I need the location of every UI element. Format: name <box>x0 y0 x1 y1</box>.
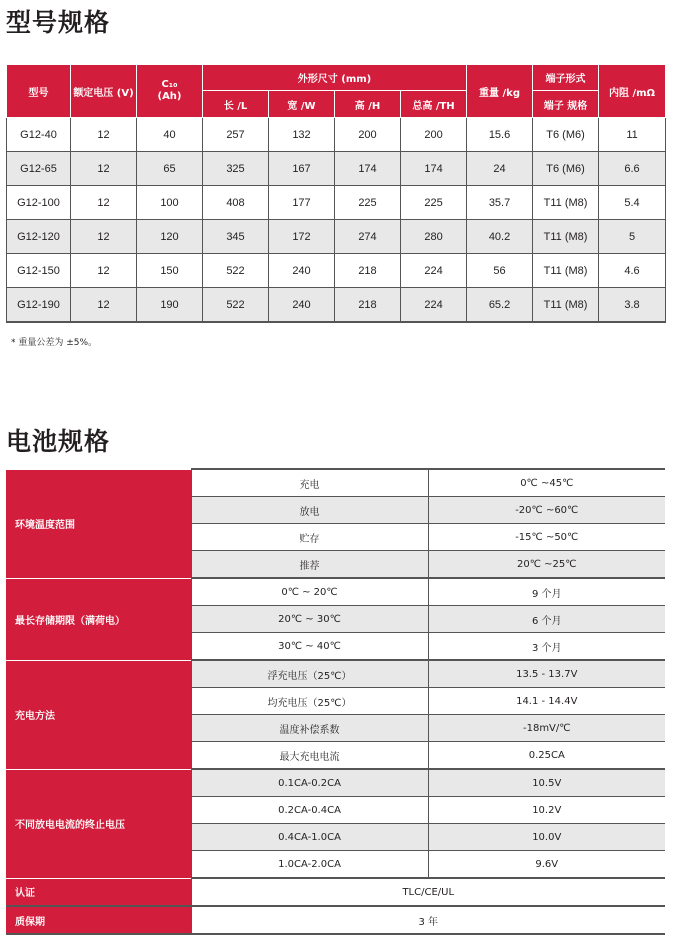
model-spec-title: 型号规格 <box>6 8 111 37</box>
table-row <box>7 288 666 323</box>
spec-row <box>6 469 665 497</box>
spec-condition: 30℃ ~ 40℃ <box>191 633 428 661</box>
cell-resistance: 3.8 <box>599 288 666 323</box>
cell-width: 240 <box>269 288 335 323</box>
spec-value: 13.5 - 13.7V <box>428 660 665 688</box>
header-height: 高 /H <box>335 91 401 118</box>
cell-length: 325 <box>203 152 269 186</box>
header-dimensions: 外形尺寸 (mm) <box>203 65 467 91</box>
spec-value: 9 个月 <box>428 578 665 606</box>
cell-voltage: 12 <box>71 152 137 186</box>
spec-condition: 1.0CA-2.0CA <box>191 851 428 879</box>
cell-model: G12-190 <box>7 288 71 323</box>
cell-height: 225 <box>335 186 401 220</box>
certification-label: 认证 <box>6 878 191 906</box>
cell-resistance: 5 <box>599 220 666 254</box>
spec-value: 9.6V <box>428 851 665 879</box>
cell-terminal: T6 (M6) <box>533 152 599 186</box>
cell-height: 174 <box>335 152 401 186</box>
certification-row <box>6 878 665 906</box>
cell-height: 218 <box>335 254 401 288</box>
spec-value: -20℃ ~60℃ <box>428 497 665 524</box>
cell-total-height: 200 <box>401 118 467 152</box>
spec-value: 20℃ ~25℃ <box>428 551 665 579</box>
spec-condition: 0℃ ~ 20℃ <box>191 578 428 606</box>
spec-category: 最长存储期限（满荷电） <box>6 578 191 660</box>
cell-capacity: 120 <box>137 220 203 254</box>
cell-model: G12-120 <box>7 220 71 254</box>
table-row <box>7 254 666 288</box>
spec-value: 3 个月 <box>428 633 665 661</box>
spec-value: 6 个月 <box>428 606 665 633</box>
cell-length: 257 <box>203 118 269 152</box>
cell-total-height: 280 <box>401 220 467 254</box>
cell-resistance: 11 <box>599 118 666 152</box>
spec-condition: 贮存 <box>191 524 428 551</box>
model-spec-table <box>6 64 666 323</box>
cell-capacity: 150 <box>137 254 203 288</box>
warranty-label: 质保期 <box>6 906 191 934</box>
cell-height: 218 <box>335 288 401 323</box>
cell-resistance: 6.6 <box>599 152 666 186</box>
cell-model: G12-65 <box>7 152 71 186</box>
header-capacity <box>137 65 203 118</box>
table-row <box>7 220 666 254</box>
spec-category: 充电方法 <box>6 660 191 769</box>
cell-model: G12-150 <box>7 254 71 288</box>
cell-voltage: 12 <box>71 254 137 288</box>
cell-width: 132 <box>269 118 335 152</box>
spec-condition: 充电 <box>191 469 428 497</box>
certification-value: TLC/CE/UL <box>191 878 665 906</box>
spec-row <box>6 578 665 606</box>
warranty-row <box>6 906 665 934</box>
cell-model: G12-100 <box>7 186 71 220</box>
header-capacity-line2: (Ah) <box>157 91 182 102</box>
cell-weight: 65.2 <box>467 288 533 323</box>
header-terminal-group: 端子形式 <box>533 65 599 91</box>
spec-condition: 0.4CA-1.0CA <box>191 824 428 851</box>
spec-condition: 0.2CA-0.4CA <box>191 797 428 824</box>
spec-condition: 20℃ ~ 30℃ <box>191 606 428 633</box>
header-total-height: 总高 /TH <box>401 91 467 118</box>
spec-category: 环境温度范围 <box>6 469 191 578</box>
spec-condition: 温度补偿系数 <box>191 715 428 742</box>
spec-value: 10.0V <box>428 824 665 851</box>
spec-value: 10.5V <box>428 769 665 797</box>
cell-voltage: 12 <box>71 118 137 152</box>
cell-voltage: 12 <box>71 186 137 220</box>
header-terminal-spec: 端子 规格 <box>533 91 599 118</box>
spec-condition: 均充电压（25℃） <box>191 688 428 715</box>
header-width: 宽 /W <box>269 91 335 118</box>
cell-capacity: 190 <box>137 288 203 323</box>
table-row <box>7 152 666 186</box>
warranty-value: 3 年 <box>191 906 665 934</box>
weight-tolerance-note: * 重量公差为 ±5%。 <box>11 338 98 348</box>
cell-model: G12-40 <box>7 118 71 152</box>
spec-value: 14.1 - 14.4V <box>428 688 665 715</box>
spec-value: -18mV/℃ <box>428 715 665 742</box>
cell-resistance: 5.4 <box>599 186 666 220</box>
cell-width: 240 <box>269 254 335 288</box>
spec-condition: 0.1CA-0.2CA <box>191 769 428 797</box>
header-model: 型号 <box>7 65 71 118</box>
cell-resistance: 4.6 <box>599 254 666 288</box>
table-row <box>7 118 666 152</box>
spec-value: 10.2V <box>428 797 665 824</box>
header-weight: 重量 /kg <box>467 65 533 118</box>
spec-condition: 浮充电压（25℃） <box>191 660 428 688</box>
spec-value: 0℃ ~45℃ <box>428 469 665 497</box>
cell-weight: 56 <box>467 254 533 288</box>
cell-weight: 24 <box>467 152 533 186</box>
cell-total-height: 224 <box>401 254 467 288</box>
cell-total-height: 224 <box>401 288 467 323</box>
cell-total-height: 225 <box>401 186 467 220</box>
cell-terminal: T11 (M8) <box>533 186 599 220</box>
cell-voltage: 12 <box>71 220 137 254</box>
spec-condition: 最大充电电流 <box>191 742 428 770</box>
cell-height: 200 <box>335 118 401 152</box>
cell-capacity: 100 <box>137 186 203 220</box>
cell-length: 345 <box>203 220 269 254</box>
battery-spec-table <box>6 468 665 935</box>
cell-width: 167 <box>269 152 335 186</box>
spec-category: 不同放电电流的终止电压 <box>6 769 191 878</box>
cell-width: 177 <box>269 186 335 220</box>
cell-length: 408 <box>203 186 269 220</box>
cell-length: 522 <box>203 254 269 288</box>
cell-terminal: T6 (M6) <box>533 118 599 152</box>
cell-weight: 35.7 <box>467 186 533 220</box>
spec-condition: 放电 <box>191 497 428 524</box>
cell-total-height: 174 <box>401 152 467 186</box>
cell-height: 274 <box>335 220 401 254</box>
spec-row <box>6 769 665 797</box>
header-voltage: 额定电压 (V) <box>71 65 137 118</box>
cell-weight: 15.6 <box>467 118 533 152</box>
cell-voltage: 12 <box>71 288 137 323</box>
header-resistance: 内阻 /mΩ <box>599 65 666 118</box>
spec-value: -15℃ ~50℃ <box>428 524 665 551</box>
cell-width: 172 <box>269 220 335 254</box>
cell-length: 522 <box>203 288 269 323</box>
table-row <box>7 186 666 220</box>
cell-terminal: T11 (M8) <box>533 288 599 323</box>
header-length: 长 /L <box>203 91 269 118</box>
cell-capacity: 65 <box>137 152 203 186</box>
spec-condition: 推荐 <box>191 551 428 579</box>
cell-capacity: 40 <box>137 118 203 152</box>
header-capacity-line1: C₁₀ <box>161 79 178 90</box>
cell-terminal: T11 (M8) <box>533 254 599 288</box>
spec-row <box>6 660 665 688</box>
spec-value: 0.25CA <box>428 742 665 770</box>
battery-spec-title: 电池规格 <box>6 427 111 456</box>
cell-terminal: T11 (M8) <box>533 220 599 254</box>
cell-weight: 40.2 <box>467 220 533 254</box>
